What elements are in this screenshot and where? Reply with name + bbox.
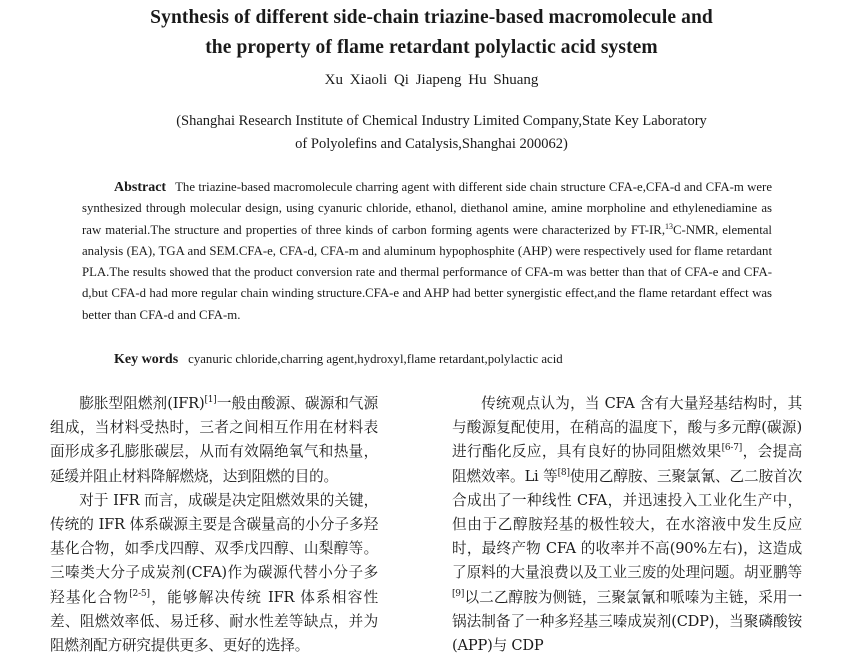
- left-paragraph-1: [50, 392, 378, 489]
- left-p1-text-a: 膨胀型阻燃剂(IFR): [79, 395, 205, 412]
- paper-title-line-2: the property of flame retardant polylactic acid system: [205, 37, 658, 58]
- keywords-label: Key words: [114, 352, 179, 367]
- paper-title-line-1: Synthesis of different side-chain triazine-based macromolecule and: [150, 7, 713, 28]
- right-paragraph-1: [452, 392, 802, 654]
- right-p1-text-d: 以二乙醇胺为侧链，三聚氯氰和哌嗪为主链，采用一锅法制备了一种多羟基三嗪成炭剂(CDP)，当聚磷酸铵(APP)与 CDP: [452, 588, 802, 654]
- right-p1-text-a: 传统观点认为，当 CFA 含有大量羟基结构时，其与酸源复配使用，在稍高的温度下，酸与多元醇(碳源)进行酯化反应，具有良好的协同阻燃效果: [452, 395, 802, 461]
- left-p1-text-b: 一般由酸源、碳源和气源组成，当材料受热时，三者之间相互作用在材料表面形成多孔膨胀碳层，从而有效隔绝氧气和热量，延缓并阻止材料降解燃烧，达到阻燃的目的。: [50, 395, 378, 485]
- left-column: [50, 392, 378, 654]
- left-p2-text-b: ，能够解决传统 IFR 体系相容性差、阻燃效率低、易迁移、耐水性差等缺点，并为阻燃剂配方研究提供更多、更好的选择。: [50, 588, 378, 654]
- authors: Xu Xiaoli Qi Jiapeng Hu Shuang: [324, 72, 539, 88]
- affiliation-line-2: of Polyolefins and Catalysis,Shanghai 200062): [295, 136, 568, 152]
- citation-ref: [6-7]: [721, 443, 743, 454]
- citation-ref: [9]: [452, 588, 465, 599]
- citation-ref: [2-5]: [129, 588, 150, 599]
- keywords: [114, 352, 774, 368]
- abstract-text-a: The triazine-based macromolecule charring agent with different side chain structure CFA-e,CFA-d and CFA-m were synthesized through molecular design, using cyanuric chloride, ethanol, diethanol amine, amine morpholine and ethylenediamine as raw material.The structure and properties of three kinds of carbon forming agents were characterized by FT-IR,: [82, 180, 772, 237]
- right-column: [452, 392, 802, 654]
- citation-ref: [8]: [557, 467, 570, 478]
- keywords-text: cyanuric chloride,charring agent,hydroxyl,flame retardant,polylactic acid: [188, 352, 563, 366]
- citation-ref: [1]: [204, 395, 217, 405]
- right-p1-text-c: 使用乙醇胺、三聚氯氰、乙二胺首次合成出了一种线性 CFA，并迅速投入工业化生产中，但由于乙醇胺羟基的极性较大，在水溶液中发生反应时，最终产物 CFA 的收率并不高(90%左右)，这造成了原料的大量浪费以及工业三废的处理问题。胡亚鹏等: [452, 467, 802, 582]
- abstract: [82, 177, 772, 326]
- left-paragraph-2: [50, 489, 378, 654]
- abstract-label: Abstract: [114, 180, 167, 195]
- left-p2-text-a: 对于 IFR 而言，成碳是决定阻燃效果的关键，传统的 IFR 体系碳源主要是含碳量高的小分子多羟基化合物，如季戊四醇、双季戊四醇、山梨醇等。三嗪类大分子成炭剂(CFA)作为碳源代替小分子多羟基化合物: [50, 491, 378, 606]
- right-p1-text-b: ，会提高阻燃效率。Li 等: [452, 443, 802, 485]
- abstract-text-b: C-NMR, elemental analysis (EA), TGA and SEM.CFA-e, CFA-d, CFA-m and aluminum hypophosphite (AHP) were respectively used for flame retardant PLA.The results showed that the product conversion rate and thermal performance of CFA-m was better than that of CFA-e and CFA-d,but CFA-d had more regular chain winding structure.CFA-e and AHP had better synergistic effect,and the flame retardant effect was better than CFA-d and CFA-m.: [82, 222, 772, 322]
- affiliation-line-1: (Shanghai Research Institute of Chemical Industry Limited Company,State Key Laboratory: [176, 113, 707, 129]
- abstract-superscript: 13: [665, 221, 674, 231]
